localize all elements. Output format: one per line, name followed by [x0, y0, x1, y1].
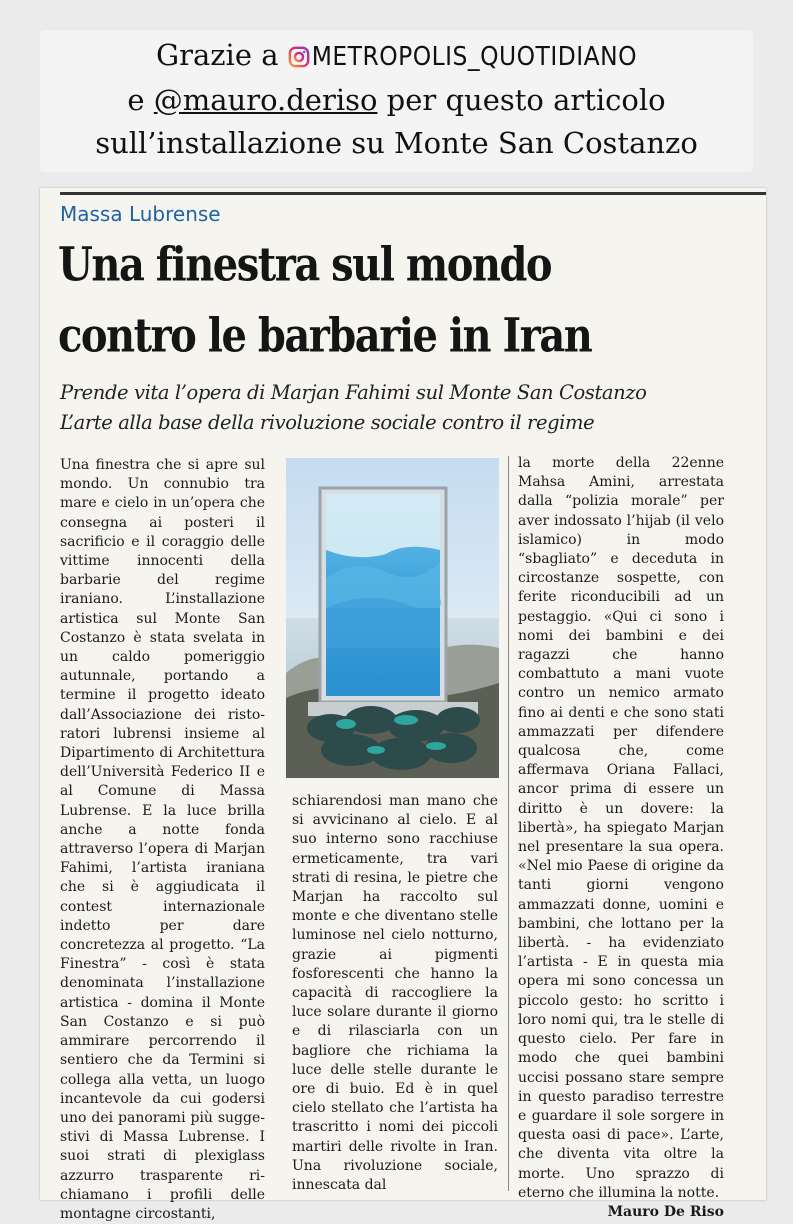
column-2-text: schiarendosi man mano che si avvicinano al cielo. E al suo interno sono racchiuse ermeticamente, tra vari strati di resina, le pietre che Marjan ha raccolto sul monte e che diventano stelle luminose nel cielo notturno, grazie ai pigmenti fosforescenti che hanno la capacità di raccogliere la luce solare durante il giorno e di rilasciarla con un bagliore che richiama la luce delle stelle durante le ore di buio. Ed è in quel cielo stellato che l’artista ha trascritto i nomi dei piccoli martiri delle rivolte in Iran. Una rivoluzione sociale, innescata dal — [292, 793, 498, 1194]
subheadline — [60, 378, 760, 438]
mention-metropolis[interactable] — [288, 38, 637, 72]
article-column-2 — [292, 792, 498, 1195]
subhead-line-2: L’arte alla base della rivoluzione sociale contro il regime — [60, 411, 595, 434]
article-column-1 — [60, 456, 265, 1224]
column-divider — [508, 456, 509, 1191]
installation-photo — [286, 458, 499, 778]
story-caption — [40, 30, 753, 172]
section-label: Massa Lubrense — [60, 202, 221, 226]
column-3-body: la morte della 22enne Mahsa Amini, arrestata dalla “polizia morale” per aver indossato l’hijab (il velo islamico) in modo “sbagliato” e deceduta in circostanze sospette, con ferite riconducibili ad un pestaggio. «Qui ci sono i nomi dei bambini e dei ragazzi che hanno combattuto a mani vuote contro un nemico armato fino ai denti e che sono stati ammazzati per difendere qualcosa che, come affermava Oriana Fallaci, ancor prima di essere un diritto è un dovere: la libertà», ha spiegato Marjan nel presentare la sua opera. «Nel mio Paese di origine da tanti giorni vengono ammazzati donne, uomini e bambini, che lottano per la libertà. - ha evidenziato l’artista - E in questa mia opera mi sono concessa un piccolo gesto: ho scritto i loro nomi qui, tra le stelle di questo cielo. Per fare in modo che quei bambini uccisi possano stare sempre in questo paradiso terrestre e guardare il sole sorgere in questa oasi di pace». L’arte, che diventa vita oltre la morte. Uno sprazzo di eterno che illumina la notte. — [518, 455, 724, 1201]
photo-illustration — [286, 458, 499, 778]
headline — [58, 230, 758, 372]
column-3-text — [518, 454, 724, 1222]
instagram-icon — [288, 46, 310, 68]
caption-line-3: sull’installazione su Monte San Costanzo — [95, 126, 698, 160]
article-column-3 — [518, 454, 724, 1222]
top-rule — [60, 192, 766, 195]
caption-line-1 — [40, 34, 753, 79]
caption-text: Grazie a — [155, 38, 288, 72]
headline-line-1: Una finestra sul mondo — [58, 237, 552, 293]
subhead-line-1: Prende vita l’opera di Marjan Fahimi sul Monte San Costanzo — [60, 381, 647, 404]
column-1-text: Una finestra che si apre sul mondo. Un connubio tra mare e cielo in un’opera che consegna ai posteri il sacrificio e il coraggio delle vittime innocenti della barbarie del regime iraniano. L’installazione artistica sul Monte San Costanzo è stata svelata in un caldo pomeriggio autunnale, portando a termine il progetto ideato dall’Associazione dei ristoratori lubrensi insieme al Dipartimento di Architettura dell’Università Federico II e al Comune di Massa Lubrense. E la luce brilla anche a notte fonda attraverso l’opera di Marjan Fahimi, l’artista iraniana che si è aggiudicata il contest internazionale indetto per dare concretezza al progetto. “La Finestra” - così è stata denominata l’installazione artistica - domina il Monte San Costanzo e si può ammirare percorrendo il sentiero che da Termini si collega alla vetta, un luogo incantevole da cui godersi uno dei panorami più suggestivi di Massa Lubrense. I suoi strati di plexiglass azzurro trasparente richiamano i profili delle montagne circostanti, — [60, 457, 265, 1222]
mention-mauro-deriso[interactable]: @mauro.deriso — [153, 83, 378, 117]
byline: Mauro De Riso — [607, 1203, 724, 1220]
caption-line-2 — [40, 79, 753, 122]
caption-text: per questo articolo — [377, 83, 666, 117]
caption-text: e — [127, 83, 154, 117]
newspaper-clipping — [40, 188, 766, 1222]
headline-line-2: contro le barbarie in Iran — [58, 307, 592, 364]
mention-handle: METROPOLIS_QUOTIDIANO — [311, 42, 638, 72]
